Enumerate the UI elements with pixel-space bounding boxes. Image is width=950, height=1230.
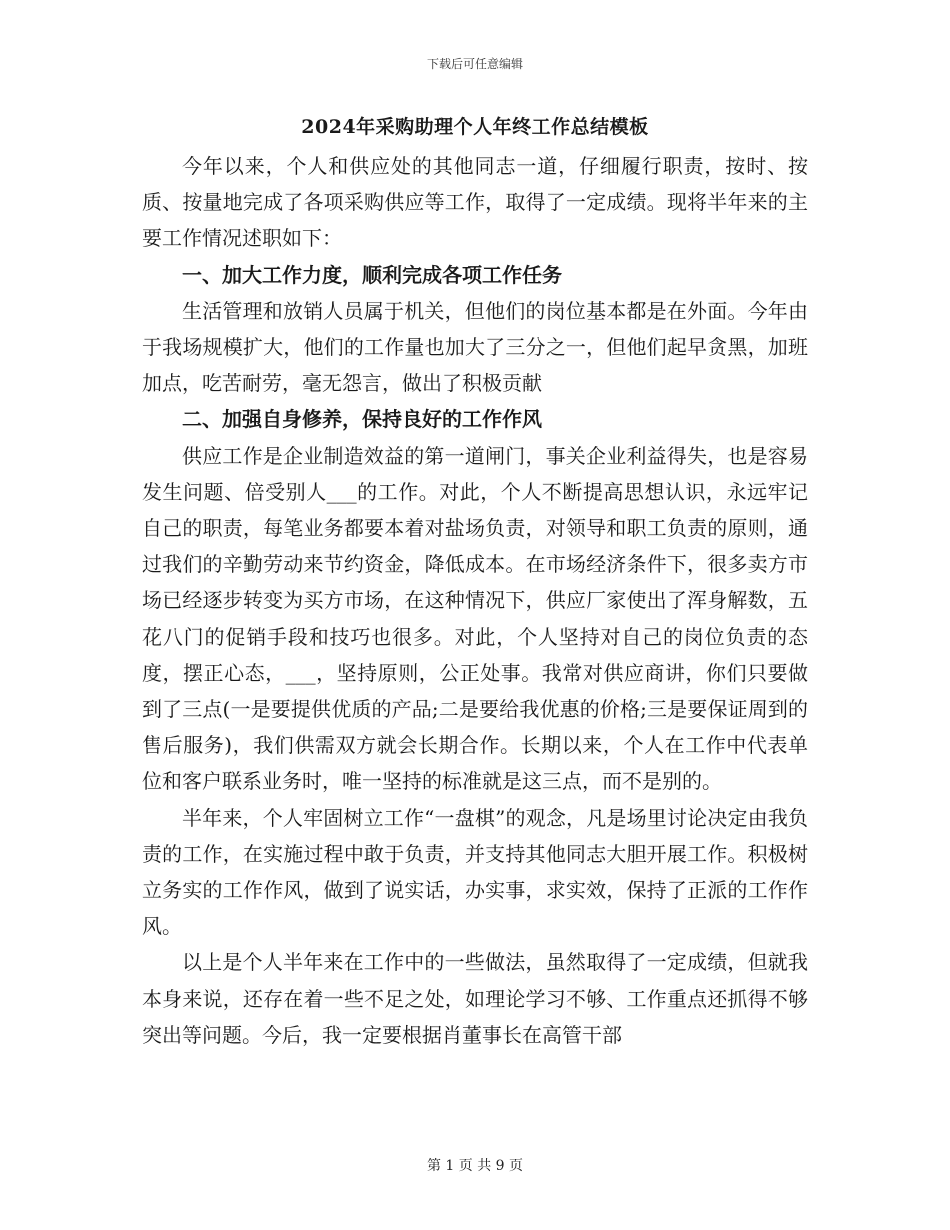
paragraph-conclusion: 以上是个人半年来在工作中的一些做法，虽然取得了一定成绩，但就我本身来说，还存在着一些不足之处，如理论学习不够、工作重点还抓得不够突出等问题。今后，我一定要根据肖董事长在高管干部 <box>142 950 808 1047</box>
paragraph-half-year: 半年来，个人牢固树立工作“一盘棋”的观念，凡是场里讨论决定由我负责的工作，在实施过程中敢于负责，并支持其他同志大胆开展工作。积极树立务实的工作作风，做到了说实话，办实事，求实效，保持了正派的工作作风。 <box>142 805 808 939</box>
header-note: 下载后可任意编辑 <box>426 57 523 71</box>
document-title: 2024年采购助理个人年终工作总结模板 <box>301 116 649 138</box>
paragraph-section-1: 生活管理和放销人员属于机关，但他们的岗位基本都是在外面。今年由于我场规模扩大，他们的工作量也加大了三分之一，但他们起早贪黑，加班加点，吃苦耐劳，毫无怨言，做出了积极贡献 <box>142 298 808 396</box>
paragraph-section-2: 供应工作是企业制造效益的第一道闸门，事关企业利益得失，也是容易发生问题、倍受别人___的工作。对此，个人不断提高思想认识，永远牢记自己的职责，每笔业务都要本着对盐场负责，对领导和职工负责的原则，通过我们的辛勤劳动来节约资金，降低成本。在市场经济条件下，很多卖方市场已经逐步转变为买方市场，在这种情况下，供应厂家使出了浑身解数，五花八门的促销手段和技巧也很多。对此，个人坚持对自己的岗位负责的态度，摆正心态，___，坚持原则，公正处事。我常对供应商讲，你们只要做到了三点(一是要提供优质的产品;二是要给我优惠的价格;三是要保证周到的售后服务)，我们供需双方就会长期合作。长期以来，个人在工作中代表单位和客户联系业务时，唯一坚持的标准就是这三点，而不是别的。 <box>142 443 808 794</box>
document-body <box>142 112 808 1053</box>
page-number: 第 1 页 共 9 页 <box>426 1158 524 1174</box>
section-heading-1: 一、加大工作力度，顺利完成各项工作任务 <box>182 262 562 287</box>
paragraph-intro: 今年以来，个人和供应处的其他同志一道，仔细履行职责，按时、按质、按量地完成了各项采购供应等工作，取得了一定成绩。现将半年来的主要工作情况述职如下： <box>142 154 808 251</box>
section-heading-2: 二、加强自身修养，保持良好的工作作风 <box>182 407 542 432</box>
